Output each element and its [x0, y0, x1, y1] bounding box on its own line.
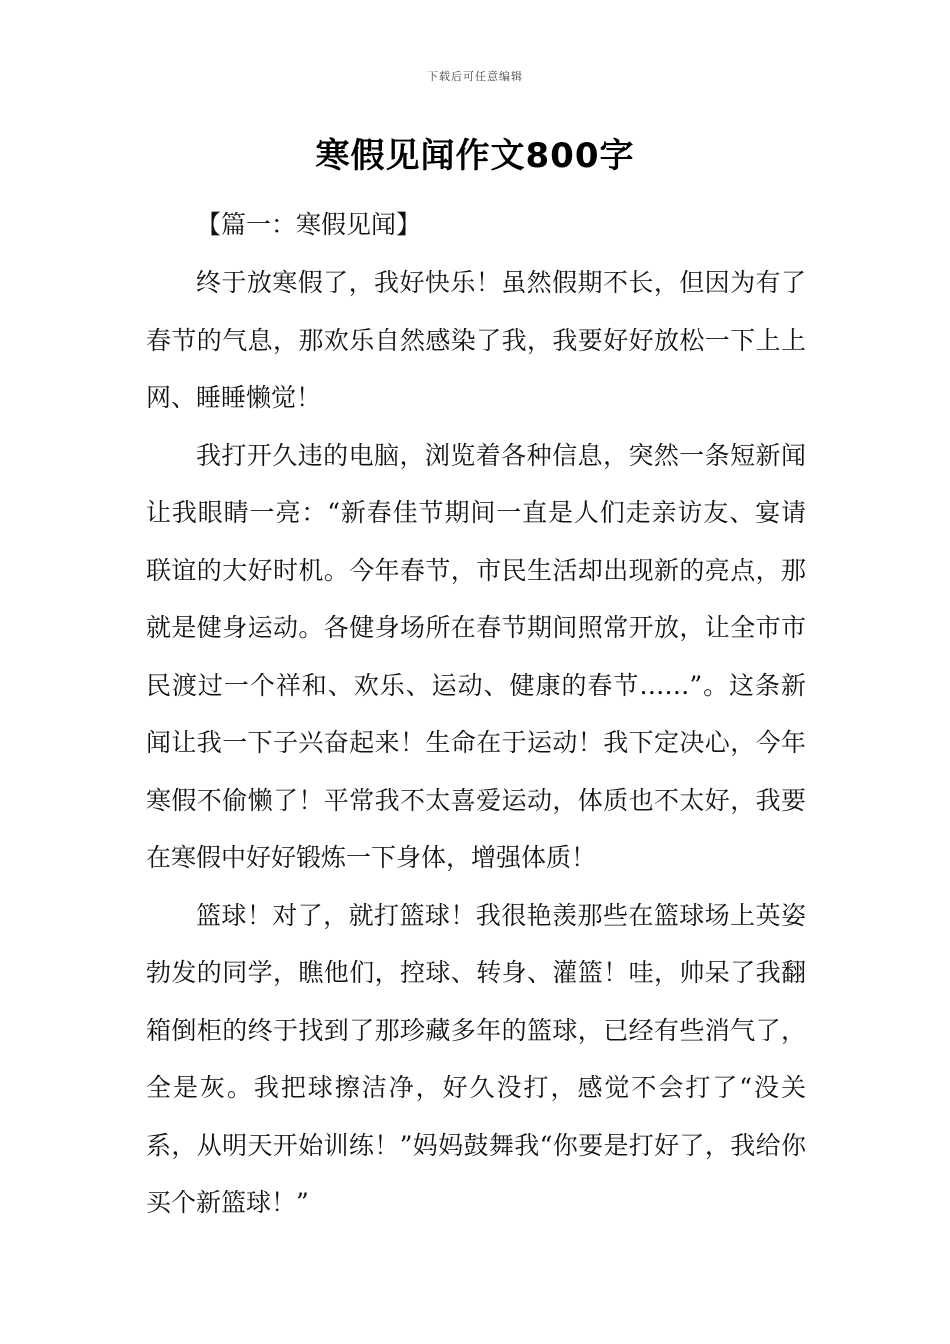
- header-note: 下载后可任意编辑: [427, 70, 523, 83]
- paragraph-1: 终于放寒假了，我好快乐！虽然假期不长，但因为有了春节的气息，那欢乐自然感染了我，我要好好放松一下上上网、睡睡懒觉！: [146, 268, 806, 412]
- paragraph-2: 我打开久违的电脑，浏览着各种信息，突然一条短新闻让我眼睛一亮：“新春佳节期间一直是人们走亲访友、宴请联谊的大好时机。今年春节，市民生活却出现新的亮点，那就是健身运动。各健身场所在春节期间照常开放，让全市市民渡过一个祥和、欢乐、运动、健康的春节……”。这条新闻让我一下子兴奋起来！生命在于运动！我下定决心，今年寒假不偷懒了！平常我不太喜爱运动，体质也不太好，我要在寒假中好好锻炼一下身体，增强体质！: [146, 440, 806, 872]
- document-body: [146, 196, 806, 1232]
- page-title: 寒假见闻作文800字: [315, 136, 635, 176]
- paragraph-3: 篮球！对了，就打篮球！我很艳羡那些在篮球场上英姿勃发的同学，瞧他们，控球、转身、灌篮！哇，帅呆了我翻箱倒柜的终于找到了那珍藏多年的篮球，已经有些消气了，全是灰。我把球擦洁净，好久没打，感觉不会打了“没关系，从明天开始训练！”妈妈鼓舞我“你要是打好了，我给你买个新篮球！”: [146, 900, 806, 1217]
- section-heading: 【篇一：寒假见闻】: [196, 210, 422, 239]
